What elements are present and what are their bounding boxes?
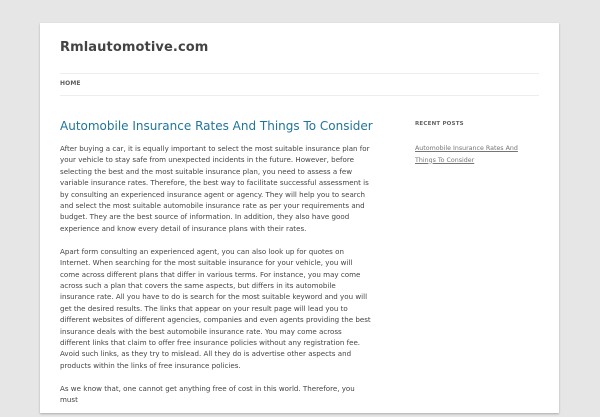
post-paragraph: As we know that, one cannot get anything free of cost in this world. Therefore, you must (60, 383, 355, 405)
post-paragraph: Apart form consulting an experienced agent, you can also look up for quotes on Internet. When searching for the most suitable insurance for your vehicle, you will come across different plans that differ in various terms. For instance, you may come across such a plan that covers the same aspects, but differs in its automobile insurance rate. All you have to do is search for the most suitable keyword and you will get the desired results. The links that appear on your result page will lead you to different websites of different agencies, companies and even agents providing the best insurance deals with the best automobile insurance rate. You may come across different links that claim to offer free insurance policies without any registration fee. Avoid such links, as they try to mislead. All they do is advertise other aspects and products within the links of free insurance policies. (60, 246, 371, 370)
recent-post-link[interactable]: Automobile Insurance Rates And Things To Consider (415, 145, 518, 164)
sidebar (415, 121, 540, 166)
post-title[interactable]: Automobile Insurance Rates And Things To Consider (60, 119, 373, 133)
recent-posts-title: RECENT POSTS (415, 121, 464, 127)
page-container (40, 23, 559, 413)
main-navigation (60, 73, 539, 96)
post-paragraph: After buying a car, it is equally important to select the most suitable insurance plan for your vehicle to stay safe from unexpected incidents in the future. However, before selecting the best and the most suitable insurance plan, you need to assess a few variable insurance rates. Therefore, the best way to facilitate successful assessment is by consulting an experienced insurance agent or agency. They will help you to search and select the most suitable automobile insurance rate as per your requirements and budget. They are the best source of information. In addition, they also have good experience and know every detail of insurance plans with their rates. (60, 144, 370, 233)
nav-item-home[interactable]: HOME (60, 80, 81, 87)
site-title[interactable]: Rmlautomotive.com (60, 40, 209, 55)
post-content (60, 143, 372, 417)
